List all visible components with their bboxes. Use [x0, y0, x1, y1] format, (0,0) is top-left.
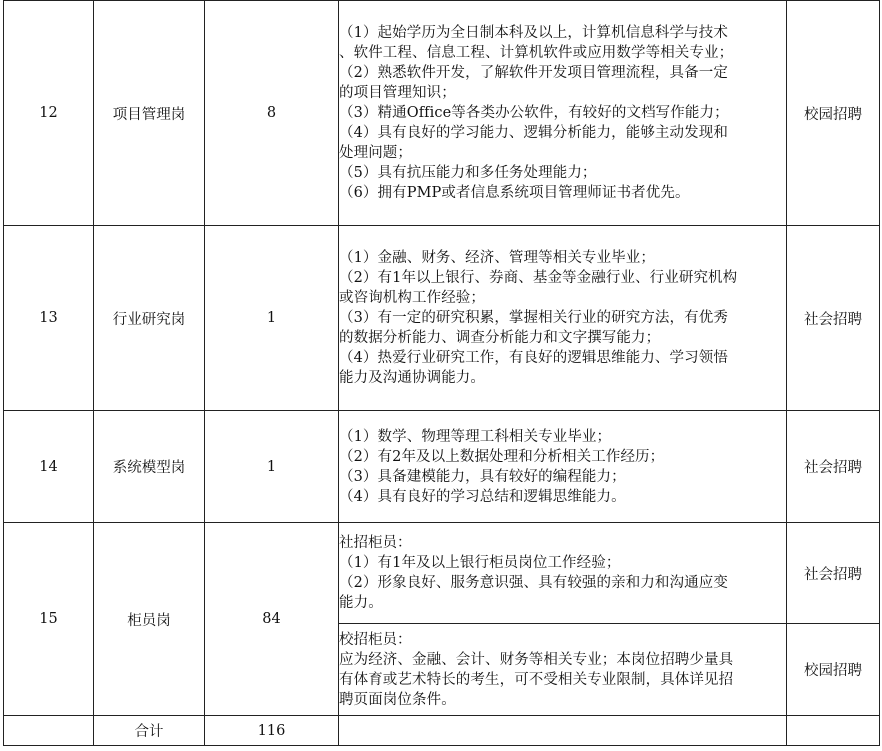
requirements-cell-social: [339, 523, 787, 624]
requirement-line: （2）熟悉软件开发，了解软件开发项目管理流程，具备一定: [339, 65, 728, 81]
requirement-line: （2）有1年以上银行、券商、基金等金融行业、行业研究机构: [339, 270, 738, 286]
table-row: [4, 523, 880, 624]
total-row: [4, 716, 880, 746]
row-number: 13: [4, 226, 94, 411]
table-row: [4, 1, 880, 226]
empty-cell: [339, 716, 787, 746]
headcount: 1: [205, 411, 339, 523]
table-row: [4, 411, 880, 523]
requirement-line: （2）形象良好、服务意识强、具有较强的亲和力和沟通应变: [339, 575, 728, 591]
requirement-line: 或咨询机构工作经验；: [339, 290, 485, 306]
row-number: 12: [4, 1, 94, 226]
requirement-line: （4）具有良好的学习能力、逻辑分析能力，能够主动发现和: [339, 125, 728, 141]
recruitment-type: 社会招聘: [787, 523, 880, 624]
position-name: 行业研究岗: [94, 226, 205, 411]
requirement-line: （4）热爱行业研究工作，有良好的逻辑思维能力、学习领悟: [339, 350, 728, 366]
requirement-line: （3）具备建模能力，具有较好的编程能力；: [339, 468, 626, 485]
headcount: 1: [205, 226, 339, 411]
requirement-line: （4）具有良好的学习总结和逻辑思维能力。: [339, 488, 626, 505]
empty-cell: [787, 716, 880, 746]
row-number: 15: [4, 523, 94, 716]
requirement-line: 能力。: [339, 595, 383, 611]
requirement-line: 能力及沟通协调能力。: [339, 370, 485, 386]
row-number: 14: [4, 411, 94, 523]
table-row: [4, 226, 880, 411]
requirement-line: 有体育或艺术特长的考生，可不受相关专业限制，具体详见招: [339, 671, 734, 688]
requirement-line: （6）拥有PMP或者信息系统项目管理师证书者优先。: [339, 185, 690, 201]
position-name: 柜员岗: [94, 523, 205, 716]
recruitment-type: 校园招聘: [787, 624, 880, 716]
total-label: 合计: [94, 716, 205, 746]
requirements-cell-campus: [339, 624, 787, 716]
requirement-line: （1）金融、财务、经济、管理等相关专业毕业；: [339, 250, 655, 266]
empty-cell: [4, 716, 94, 746]
recruitment-type: 社会招聘: [787, 411, 880, 523]
requirements-cell: [339, 226, 787, 411]
requirement-line: （1）有1年及以上银行柜员岗位工作经验；: [339, 555, 621, 571]
position-name: 项目管理岗: [94, 1, 205, 226]
position-name: 系统模型岗: [94, 411, 205, 523]
requirement-line: （2）有2年及以上数据处理和分析相关工作经历；: [339, 448, 665, 465]
requirement-line: （3）有一定的研究积累，掌握相关行业的研究方法，有优秀: [339, 310, 728, 326]
requirement-line: 聘页面岗位条件。: [339, 691, 456, 708]
requirement-line: （3）精通Office等各类办公软件，有较好的文档写作能力；: [339, 105, 729, 121]
requirement-line: 的项目管理知识；: [339, 85, 456, 101]
requirement-line: （5）具有抗压能力和多任务处理能力；: [339, 165, 597, 181]
requirement-heading: 社招柜员：: [339, 535, 412, 551]
requirement-line: （1）数学、物理等理工科相关专业毕业；: [339, 428, 612, 445]
total-count: 116: [205, 716, 339, 746]
requirement-line: 、软件工程、信息工程、计算机软件或应用数学等相关专业；: [339, 45, 734, 61]
headcount: 84: [205, 523, 339, 716]
requirement-line: 应为经济、金融、会计、财务等相关专业；本岗位招聘少量具: [339, 651, 734, 668]
recruitment-type: 校园招聘: [787, 1, 880, 226]
recruitment-table: [3, 0, 880, 746]
requirements-cell: [339, 1, 787, 226]
requirement-line: 处理问题；: [339, 145, 412, 161]
requirement-line: （1）起始学历为全日制本科及以上，计算机信息科学与技术: [339, 25, 728, 41]
headcount: 8: [205, 1, 339, 226]
requirement-line: 的数据分析能力、调查分析能力和文字撰写能力；: [339, 330, 661, 346]
requirement-heading: 校招柜员：: [339, 631, 412, 648]
requirements-cell: [339, 411, 787, 523]
recruitment-type: 社会招聘: [787, 226, 880, 411]
